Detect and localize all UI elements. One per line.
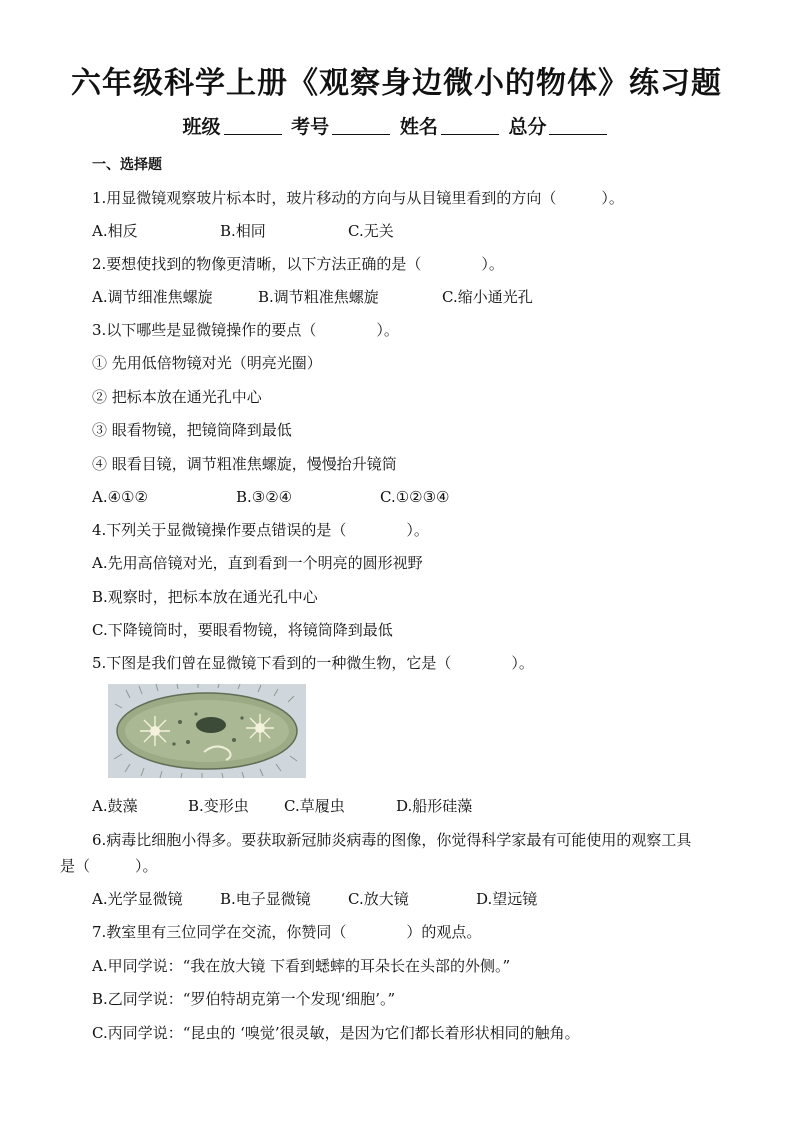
q3-item-3: ③ 眼看物镜，把镜筒降到最低 [92,421,292,439]
q6-option-a: A.光学显微镜 [92,890,183,908]
q4-option-a: A.先用高倍镜对光，直到看到一个明亮的圆形视野 [92,554,423,572]
q3-option-b: B.③②④ [236,488,293,506]
name-label: 姓名 [399,116,438,138]
q5-option-c: C.草履虫 [284,797,345,815]
score-blank[interactable] [549,114,607,135]
q7-option-a: A.甲同学说：“我在放大镜 下看到蟋蟀的耳朵长在头部的外侧。” [92,957,511,975]
q5-option-b: B.变形虫 [188,797,249,815]
q1-option-c: C.无关 [348,222,394,240]
q3-option-c: C.①②③④ [380,488,450,506]
exam-no-label: 考号 [291,116,330,138]
question-4-stem: 4.下列关于显微镜操作要点错误的是（ ）。 [92,521,429,539]
question-2-stem: 2.要想使找到的物像更清晰，以下方法正确的是（ ）。 [92,255,504,273]
question-7-stem: 7.教室里有三位同学在交流，你赞同（ ）的观点。 [92,923,482,941]
q2-option-a: A.调节细准焦螺旋 [92,288,213,306]
q3-option-a: A.④①② [92,488,148,506]
student-info-line [0,112,793,139]
question-6-stem: 6.病毒比细胞小得多。要获取新冠肺炎病毒的图像，你觉得科学家最有可能使用的观察工具 [92,831,692,849]
question-5-stem: 5.下图是我们曾在显微镜下看到的一种微生物，它是（ ）。 [92,654,534,672]
q3-item-2: ② 把标本放在通光孔中心 [92,388,262,406]
name-blank[interactable] [441,114,499,135]
paramecium-image [108,684,306,778]
exam-no-blank[interactable] [332,114,390,135]
q2-option-b: B.调节粗准焦螺旋 [258,288,379,306]
q3-item-4: ④ 眼看目镜，调节粗准焦螺旋，慢慢抬升镜筒 [92,455,397,473]
question-3-stem: 3.以下哪些是显微镜操作的要点（ ）。 [92,321,399,339]
class-blank[interactable] [224,114,282,135]
q7-option-b: B.乙同学说：“罗伯特胡克第一个发现‘细胞’。” [92,990,396,1008]
q3-item-1: ① 先用低倍物镜对光（明亮光圈） [92,354,322,372]
class-label: 班级 [182,116,221,138]
q6-option-b: B.电子显微镜 [220,890,311,908]
q4-option-c: C.下降镜筒时，要眼看物镜，将镜筒降到最低 [92,621,393,639]
q5-option-d: D.船形硅藻 [396,797,473,815]
q4-option-b: B.观察时，把标本放在通光孔中心 [92,588,318,606]
q6-option-c: C.放大镜 [348,890,409,908]
page-title: 六年级科学上册《观察身边微小的物体》练习题 [71,66,722,101]
section-heading: 一、选择题 [92,157,162,173]
q1-option-a: A.相反 [92,222,138,240]
score-label: 总分 [508,116,547,138]
q7-option-c: C.丙同学说：“昆虫的 ‘嗅觉’很灵敏，是因为它们都长着形状相同的触角。 [92,1024,580,1042]
question-1-stem: 1.用显微镜观察玻片标本时，玻片移动的方向与从目镜里看到的方向（ ）。 [92,189,624,207]
q1-option-b: B.相同 [220,222,266,240]
q2-option-c: C.缩小通光孔 [442,288,533,306]
question-6-stem-cont: 是（ ）。 [60,857,158,875]
q6-option-d: D.望远镜 [476,890,538,908]
q5-option-a: A.鼓藻 [92,797,138,815]
